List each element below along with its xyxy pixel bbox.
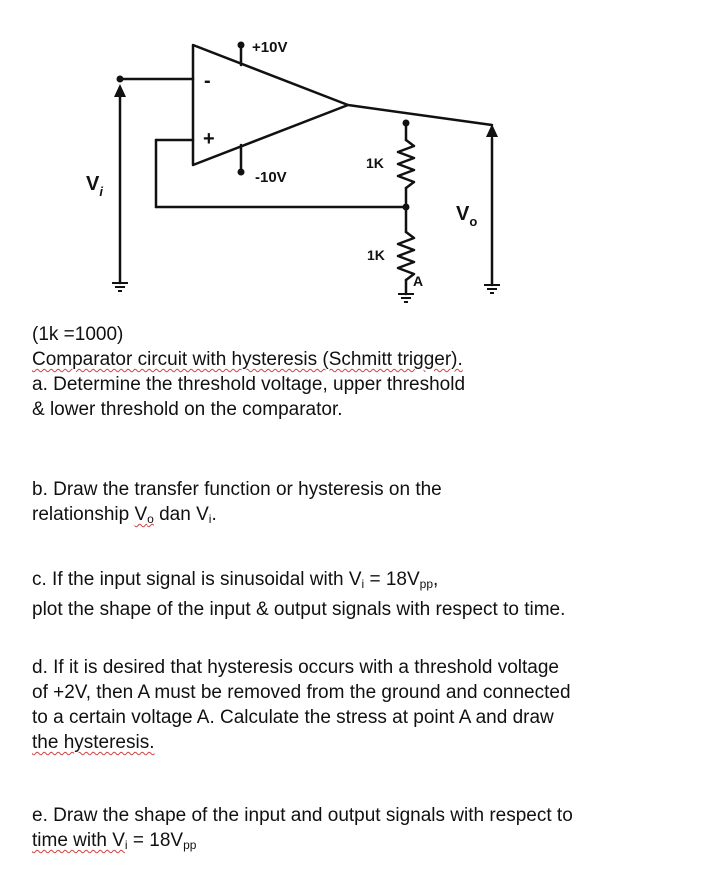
part-d-line-3: to a certain voltage A. Calculate the stress at point A and draw — [32, 707, 554, 728]
part-e-line-2: time with $V_i = 18V_{pp}$ — [32, 830, 197, 852]
question-part-b — [32, 477, 692, 532]
inverting-sign: - — [204, 70, 211, 92]
vi-arrow-icon — [114, 84, 126, 97]
part-b-line-1: b. Draw the transfer function or hysteresis on the — [32, 479, 442, 500]
output-junction-dot — [403, 120, 410, 127]
question-part-c — [32, 567, 692, 622]
vi-label: $V_i$ — [86, 173, 103, 199]
part-b-line-2: relationship $V_o$ dan $V_i$. — [32, 504, 217, 526]
node-a-label: A — [413, 273, 424, 289]
positive-supply-dot — [238, 42, 245, 49]
vo-arrow-icon — [486, 124, 498, 137]
resistor-2-label: 1K — [367, 247, 385, 263]
inverting-input-dot — [117, 76, 124, 83]
resistor-1-zigzag — [398, 140, 414, 188]
part-d-line-1: d. If it is desired that hysteresis occurs with a threshold voltage — [32, 657, 559, 678]
part-a-line-3: & lower threshold on the comparator. — [32, 399, 343, 420]
part-a-intro: Comparator circuit with hysteresis (Schmitt trigger). — [32, 349, 463, 370]
unit-note: (1k =1000) — [32, 324, 124, 345]
output-wire — [348, 105, 492, 125]
part-d-line-2: of +2V, then A must be removed from the ground and connected — [32, 682, 571, 703]
negative-supply-dot — [238, 169, 245, 176]
part-e-line-1: e. Draw the shape of the input and output signals with respect to — [32, 805, 573, 826]
part-c-line-1: c. If the input signal is sinusoidal with $V_i = 18V_{pp}$, — [32, 569, 439, 591]
non-inverting-sign: + — [203, 128, 215, 150]
divider-node-dot — [403, 204, 410, 211]
resistor-1-label: 1K — [366, 155, 384, 171]
positive-supply-label: +10V — [252, 39, 288, 56]
resistor-2-zigzag — [398, 232, 414, 280]
vo-label: $V_o$ — [456, 203, 478, 229]
question-part-e — [32, 803, 692, 858]
part-d-line-4: the hysteresis. — [32, 732, 155, 753]
question-part-d — [32, 655, 692, 755]
part-c-line-2: plot the shape of the input & output signals with respect to time. — [32, 599, 566, 620]
negative-supply-label: -10V — [255, 169, 287, 186]
schmitt-trigger-circuit-diagram — [0, 0, 720, 320]
question-part-a — [32, 322, 692, 422]
op-amp-triangle — [193, 45, 348, 165]
part-a-line-2: a. Determine the threshold voltage, upper threshold — [32, 374, 466, 395]
